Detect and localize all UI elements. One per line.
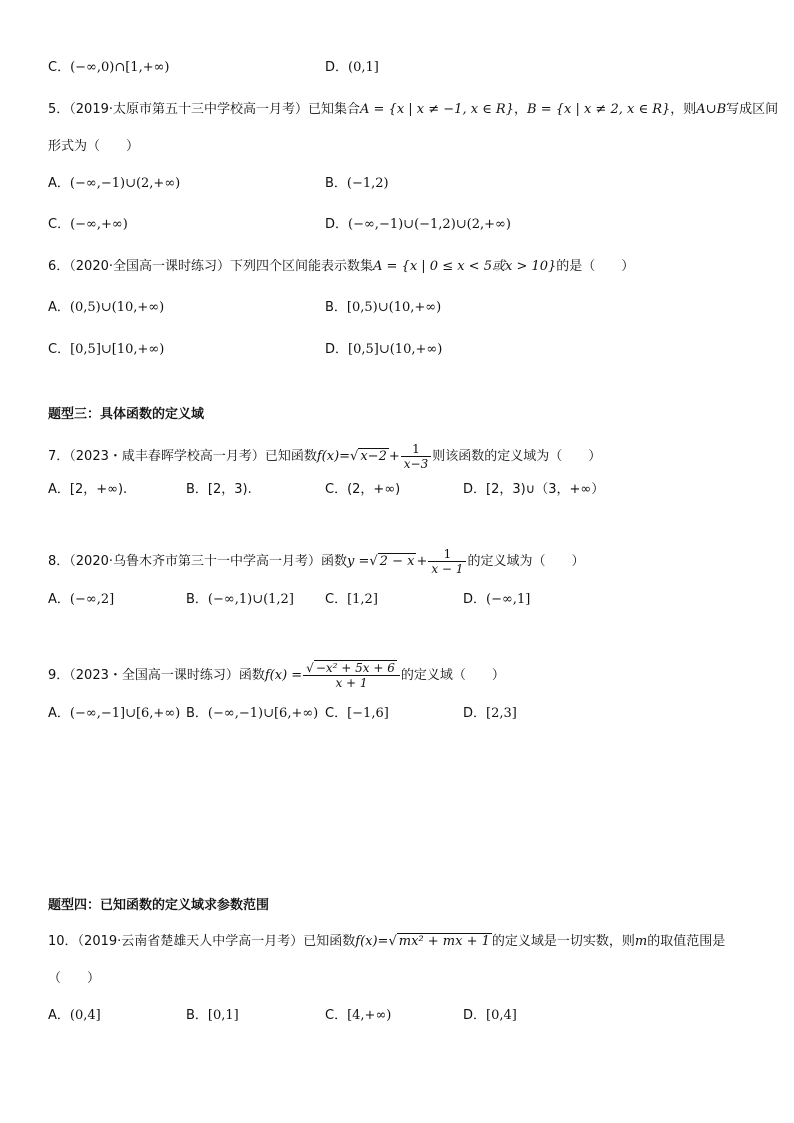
q7-plus: + — [388, 449, 400, 464]
option-math: (−∞,−1)∪[6,+∞) — [207, 706, 319, 721]
option-label: D． — [325, 60, 349, 75]
q7-fraction — [401, 442, 431, 471]
sqrt-icon: √ — [350, 449, 359, 464]
q10-stem — [48, 932, 725, 952]
option-label: A． — [48, 706, 70, 721]
q6-option-d — [325, 340, 442, 360]
option-label: A． — [48, 176, 70, 191]
option-label: D． — [325, 217, 349, 232]
sqrt-icon: √ — [369, 554, 378, 569]
q8-option-c — [325, 590, 378, 610]
option-math: [−1,6] — [347, 706, 389, 721]
q6-option-a — [48, 298, 164, 318]
q8-option-a — [48, 590, 114, 610]
q5-stem — [48, 100, 778, 120]
option-label: C． — [48, 217, 71, 232]
sqrt-icon: √ — [306, 661, 314, 675]
option-math: (0,5)∪(10,+∞) — [69, 300, 165, 315]
q10-option-d — [463, 1006, 517, 1026]
q4-option-c — [48, 58, 170, 78]
q8-fraction — [428, 547, 466, 576]
option-math: (−∞,+∞) — [70, 217, 128, 232]
option-math: [0,5]∪(10,+∞) — [348, 342, 443, 357]
option-label: B． — [186, 592, 208, 607]
option-math: (−∞,2] — [69, 592, 115, 607]
q5-union: A∪B — [696, 102, 727, 117]
section-title-4: 题型四：已知函数的定义域求参数范围 — [48, 898, 270, 913]
q7-numerator: 1 — [401, 442, 431, 457]
option-label: D． — [463, 592, 487, 607]
q9-stem — [48, 661, 505, 690]
q8-suffix: 的定义域为（ ） — [467, 554, 585, 569]
q8-func: y = — [347, 554, 370, 569]
q5-stem-line2: 形式为（ ） — [48, 139, 140, 154]
option-label: A． — [48, 1008, 70, 1023]
option-math: (0,1] — [348, 60, 379, 75]
q10-var: m — [634, 934, 648, 949]
q9-option-b — [186, 704, 318, 724]
option-math: (−1,2) — [346, 176, 389, 191]
option-label: B． — [325, 300, 347, 315]
option-label: D． — [463, 1008, 487, 1023]
q5-set-a: A = {x | x ≠ −1, x ∈ R} — [360, 102, 514, 117]
q6-stem — [48, 257, 634, 277]
option-label: B． — [186, 1008, 208, 1023]
q10-option-c — [325, 1006, 391, 1026]
option-math: (−∞,−1)∪(2,+∞) — [69, 176, 181, 191]
q6-prefix: 6．（2020·全国高一课时练习）下列四个区间能表示数集 — [48, 259, 373, 274]
option-math: [0,1] — [207, 1008, 239, 1023]
q7-radicand: x−2 — [360, 449, 387, 464]
q5-sep: ， — [514, 102, 528, 117]
q5-option-c — [48, 215, 128, 235]
option-label: C． — [325, 706, 348, 721]
q7-prefix: 7．（2023・咸丰春晖学校高一月考）已知函数 — [48, 449, 317, 464]
option-label: C． — [48, 342, 71, 357]
q7-option-d: D．[2，3)∪（3，+∞） — [463, 482, 605, 497]
option-math: (−∞,−1)∪(−1,2)∪(2,+∞) — [348, 217, 511, 232]
option-label: C． — [48, 60, 71, 75]
option-math: (−∞,1] — [486, 592, 531, 607]
option-label: D． — [325, 342, 349, 357]
q9-fraction — [303, 661, 400, 690]
q10-mid: 的定义域是一切实数，则 — [491, 934, 635, 949]
q8-option-b — [186, 590, 294, 610]
q5-option-a — [48, 174, 180, 194]
q8-option-d — [463, 590, 530, 610]
q6-set-a: A = {x | 0 ≤ x < 5或x > 10} — [373, 259, 557, 274]
q6-option-b — [325, 298, 441, 318]
q9-option-a — [48, 704, 180, 724]
q10-option-a — [48, 1006, 101, 1026]
q7-option-c: C．(2，+∞) — [325, 482, 401, 497]
q8-plus: + — [416, 554, 428, 569]
option-label: C． — [325, 1008, 348, 1023]
q5-option-d — [325, 215, 511, 235]
q8-numerator: 1 — [428, 547, 466, 562]
option-label: C． — [325, 592, 348, 607]
q9-option-d — [463, 704, 517, 724]
q5-option-b — [325, 174, 389, 194]
q5-set-b: B = {x | x ≠ 2, x ∈ R} — [527, 102, 671, 117]
q5-mid: ，则 — [670, 102, 697, 117]
q7-suffix: 则该函数的定义域为（ ） — [432, 449, 602, 464]
option-math: [2,3] — [486, 706, 517, 721]
option-label: B． — [325, 176, 347, 191]
q9-func: f(x) = — [264, 668, 303, 683]
q7-option-b: B．[2，3). — [186, 482, 252, 497]
q10-option-b — [186, 1006, 239, 1026]
q10-stem-line2: （ ） — [48, 971, 101, 986]
q6-suffix: 的是（ ） — [556, 259, 635, 274]
q8-prefix: 8．（2020·乌鲁木齐市第三十一中学高一月考）函数 — [48, 554, 347, 569]
q10-func: f(x)= — [355, 934, 389, 949]
option-math: (−∞,−1]∪[6,+∞) — [69, 706, 181, 721]
q10-radicand: mx² + mx + 1 — [398, 934, 490, 949]
option-math: [4,+∞) — [347, 1008, 392, 1023]
q9-radicand: −x² + 5x + 6 — [315, 661, 395, 675]
option-math: (−∞,0)∩[1,+∞) — [70, 60, 170, 75]
q9-denominator: x + 1 — [335, 676, 368, 690]
q7-stem — [48, 442, 601, 471]
option-math: [1,2] — [347, 592, 378, 607]
option-math: [0,4] — [486, 1008, 517, 1023]
option-math: (0,4] — [69, 1008, 101, 1023]
option-label: A． — [48, 592, 70, 607]
section-title-3: 题型三：具体函数的定义域 — [48, 407, 205, 422]
option-math: [0,5)∪(10,+∞) — [346, 300, 442, 315]
q10-prefix: 10．（2019·云南省楚雄天人中学高一月考）已知函数 — [48, 934, 356, 949]
q5-prefix: 5．（2019·太原市第五十三中学校高一月考）已知集合 — [48, 102, 360, 117]
option-label: B． — [186, 706, 208, 721]
q9-suffix: 的定义域（ ） — [400, 668, 505, 683]
q4-option-d — [325, 58, 379, 78]
option-math: [0,5]∪[10,+∞) — [70, 342, 165, 357]
option-label: A． — [48, 300, 70, 315]
q9-prefix: 9．（2023・全国高一课时练习）函数 — [48, 668, 265, 683]
q7-func: f(x)= — [316, 449, 351, 464]
q10-suffix: 的取值范围是 — [647, 934, 726, 949]
option-math: (−∞,1)∪(1,2] — [207, 592, 294, 607]
option-label: D． — [463, 706, 487, 721]
q6-option-c — [48, 340, 164, 360]
sqrt-icon: √ — [388, 934, 397, 949]
q8-denominator: x − 1 — [431, 562, 464, 576]
q8-radicand: 2 − x — [379, 554, 415, 569]
q5-suffix: 写成区间 — [726, 102, 779, 117]
q9-numerator — [303, 661, 400, 676]
q9-option-c — [325, 704, 389, 724]
q7-denominator: x−3 — [403, 457, 429, 471]
q8-stem — [48, 547, 584, 576]
q7-option-a: A．[2，+∞). — [48, 482, 128, 497]
